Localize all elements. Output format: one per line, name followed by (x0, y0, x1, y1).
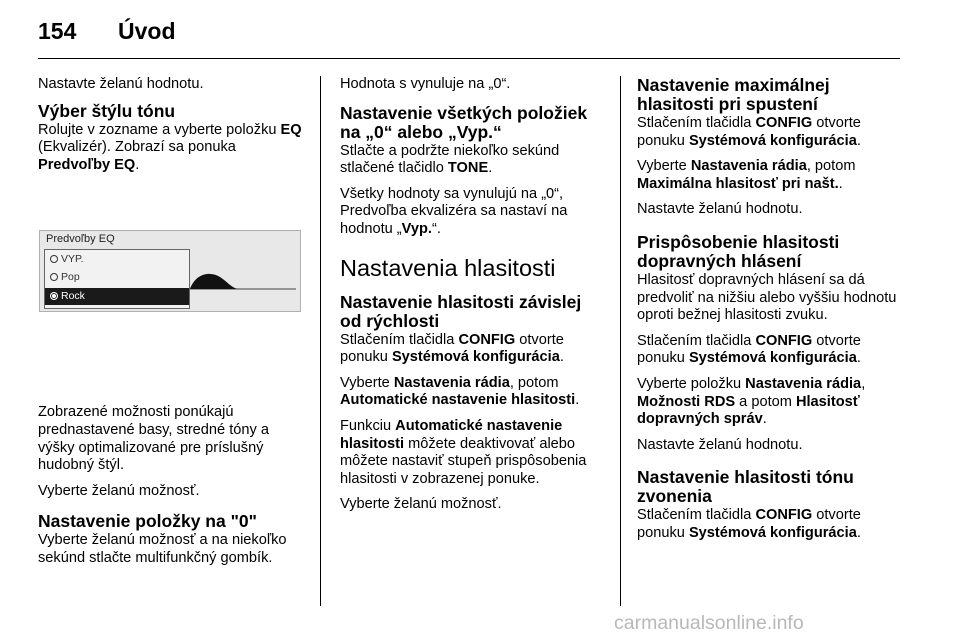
paragraph: Stlačením tlačidla CONFIG otvorte ponuku Systémová konfigurácia. (637, 507, 861, 541)
heading-volume-settings: Nastavenia hlasitosti (340, 254, 556, 281)
heading-tone-style: Výber štýlu tónu (38, 100, 176, 121)
paragraph: Vyberte želanú možnosť a na niekoľko sekúnd stlačte multifunkčný gombík. (38, 532, 287, 566)
preset-option-vyp[interactable]: VYP. (45, 251, 189, 268)
eq-curve (190, 249, 296, 309)
heading-max-startup-volume: Nastavenie maximálnej hlasitosti pri spustení (637, 75, 830, 114)
preset-option-pop[interactable]: Pop (45, 269, 189, 286)
heading-ringtone-volume: Nastavenie hlasitosti tónu zvonenia (637, 467, 854, 507)
heading-set-zero: Nastavenie položky na "0" (38, 511, 257, 532)
paragraph: Rolujte v zozname a vyberte položku EQ (Ekvalizér). Zobrazí sa ponuka Predvoľby EQ. (38, 121, 302, 173)
watermark: carmanualsonline.info (614, 612, 804, 634)
paragraph: Stlačením tlačidla CONFIG otvorte ponuku Systémová konfigurácia. (340, 331, 564, 366)
page-header (38, 14, 900, 54)
page-number: 154 (38, 18, 77, 44)
paragraph: Vyberte želanú možnosť. (340, 496, 502, 513)
screen-title: Predvoľby EQ (46, 233, 115, 246)
eq-presets-figure (38, 182, 303, 392)
paragraph: Vyberte želanú možnosť. (38, 482, 200, 499)
paragraph: Stlačením tlačidla CONFIG otvorte ponuku Systémová konfigurácia. (637, 115, 861, 149)
radio-icon (50, 255, 58, 263)
paragraph: Nastavte želanú hodnotu. (38, 76, 204, 92)
paragraph: Zobrazené možnosti ponúkajú prednastavené basy, stredné tóny a výšky optimalizované pre príslušný hudobný štýl. (38, 404, 269, 474)
preset-option-rock[interactable]: Rock (45, 288, 189, 305)
column-1 (38, 76, 303, 576)
paragraph: Vyberte Nastavenia rádia, potom Maximálna hlasitosť pri našt.. (637, 158, 856, 192)
radio-selected-icon (50, 292, 58, 300)
paragraph: Hodnota s vynuluje na „0“. (340, 76, 511, 92)
heading-speed-volume: Nastavenie hlasitosti závislej od rýchlosti (340, 291, 582, 331)
paragraph: Funkciu Automatické nastavenie hlasitosti môžete deaktivovať alebo môžete nastaviť stupeň prispôsobenia hlasitosti v zobrazenej ponuke. (340, 417, 587, 487)
preset-list (44, 249, 190, 309)
eq-presets-screen (39, 230, 301, 312)
header-rule (38, 58, 900, 59)
column-divider (320, 76, 321, 606)
paragraph: Nastavte želanú hodnotu. (637, 201, 803, 218)
paragraph: Vyberte Nastavenia rádia, potom Automatické nastavenie hlasitosti. (340, 374, 580, 409)
paragraph: Všetky hodnoty sa vynulujú na „0“, Predvoľba ekvalizéra sa nastaví na hodnotu „Vyp.“. (340, 185, 568, 237)
column-2 (340, 76, 605, 522)
heading-traffic-volume: Prispôsobenie hlasitosti dopravných hlásení (637, 231, 840, 271)
heading-reset-all: Nastavenie všetkých položiek na „0“ alebo „Vyp.“ (340, 102, 588, 142)
paragraph: Vyberte položku Nastavenia rádia, Možnosti RDS a potom Hlasitosť dopravných správ. (637, 375, 866, 428)
radio-icon (50, 273, 58, 281)
paragraph: Stlačením tlačidla CONFIG otvorte ponuku Systémová konfigurácia. (637, 332, 861, 367)
paragraph: Hlasitosť dopravných hlásení sa dá predvoliť na nižšiu alebo vyššiu hodnotu oproti bežnej hlasitosti zvuku. (637, 271, 897, 324)
paragraph: Nastavte želanú hodnotu. (637, 436, 803, 453)
chapter-title: Úvod (118, 18, 176, 44)
paragraph: Stlačte a podržte niekoľko sekúnd stlačené tlačidlo TONE. (340, 142, 560, 177)
column-divider (620, 76, 621, 606)
column-3 (637, 76, 905, 551)
